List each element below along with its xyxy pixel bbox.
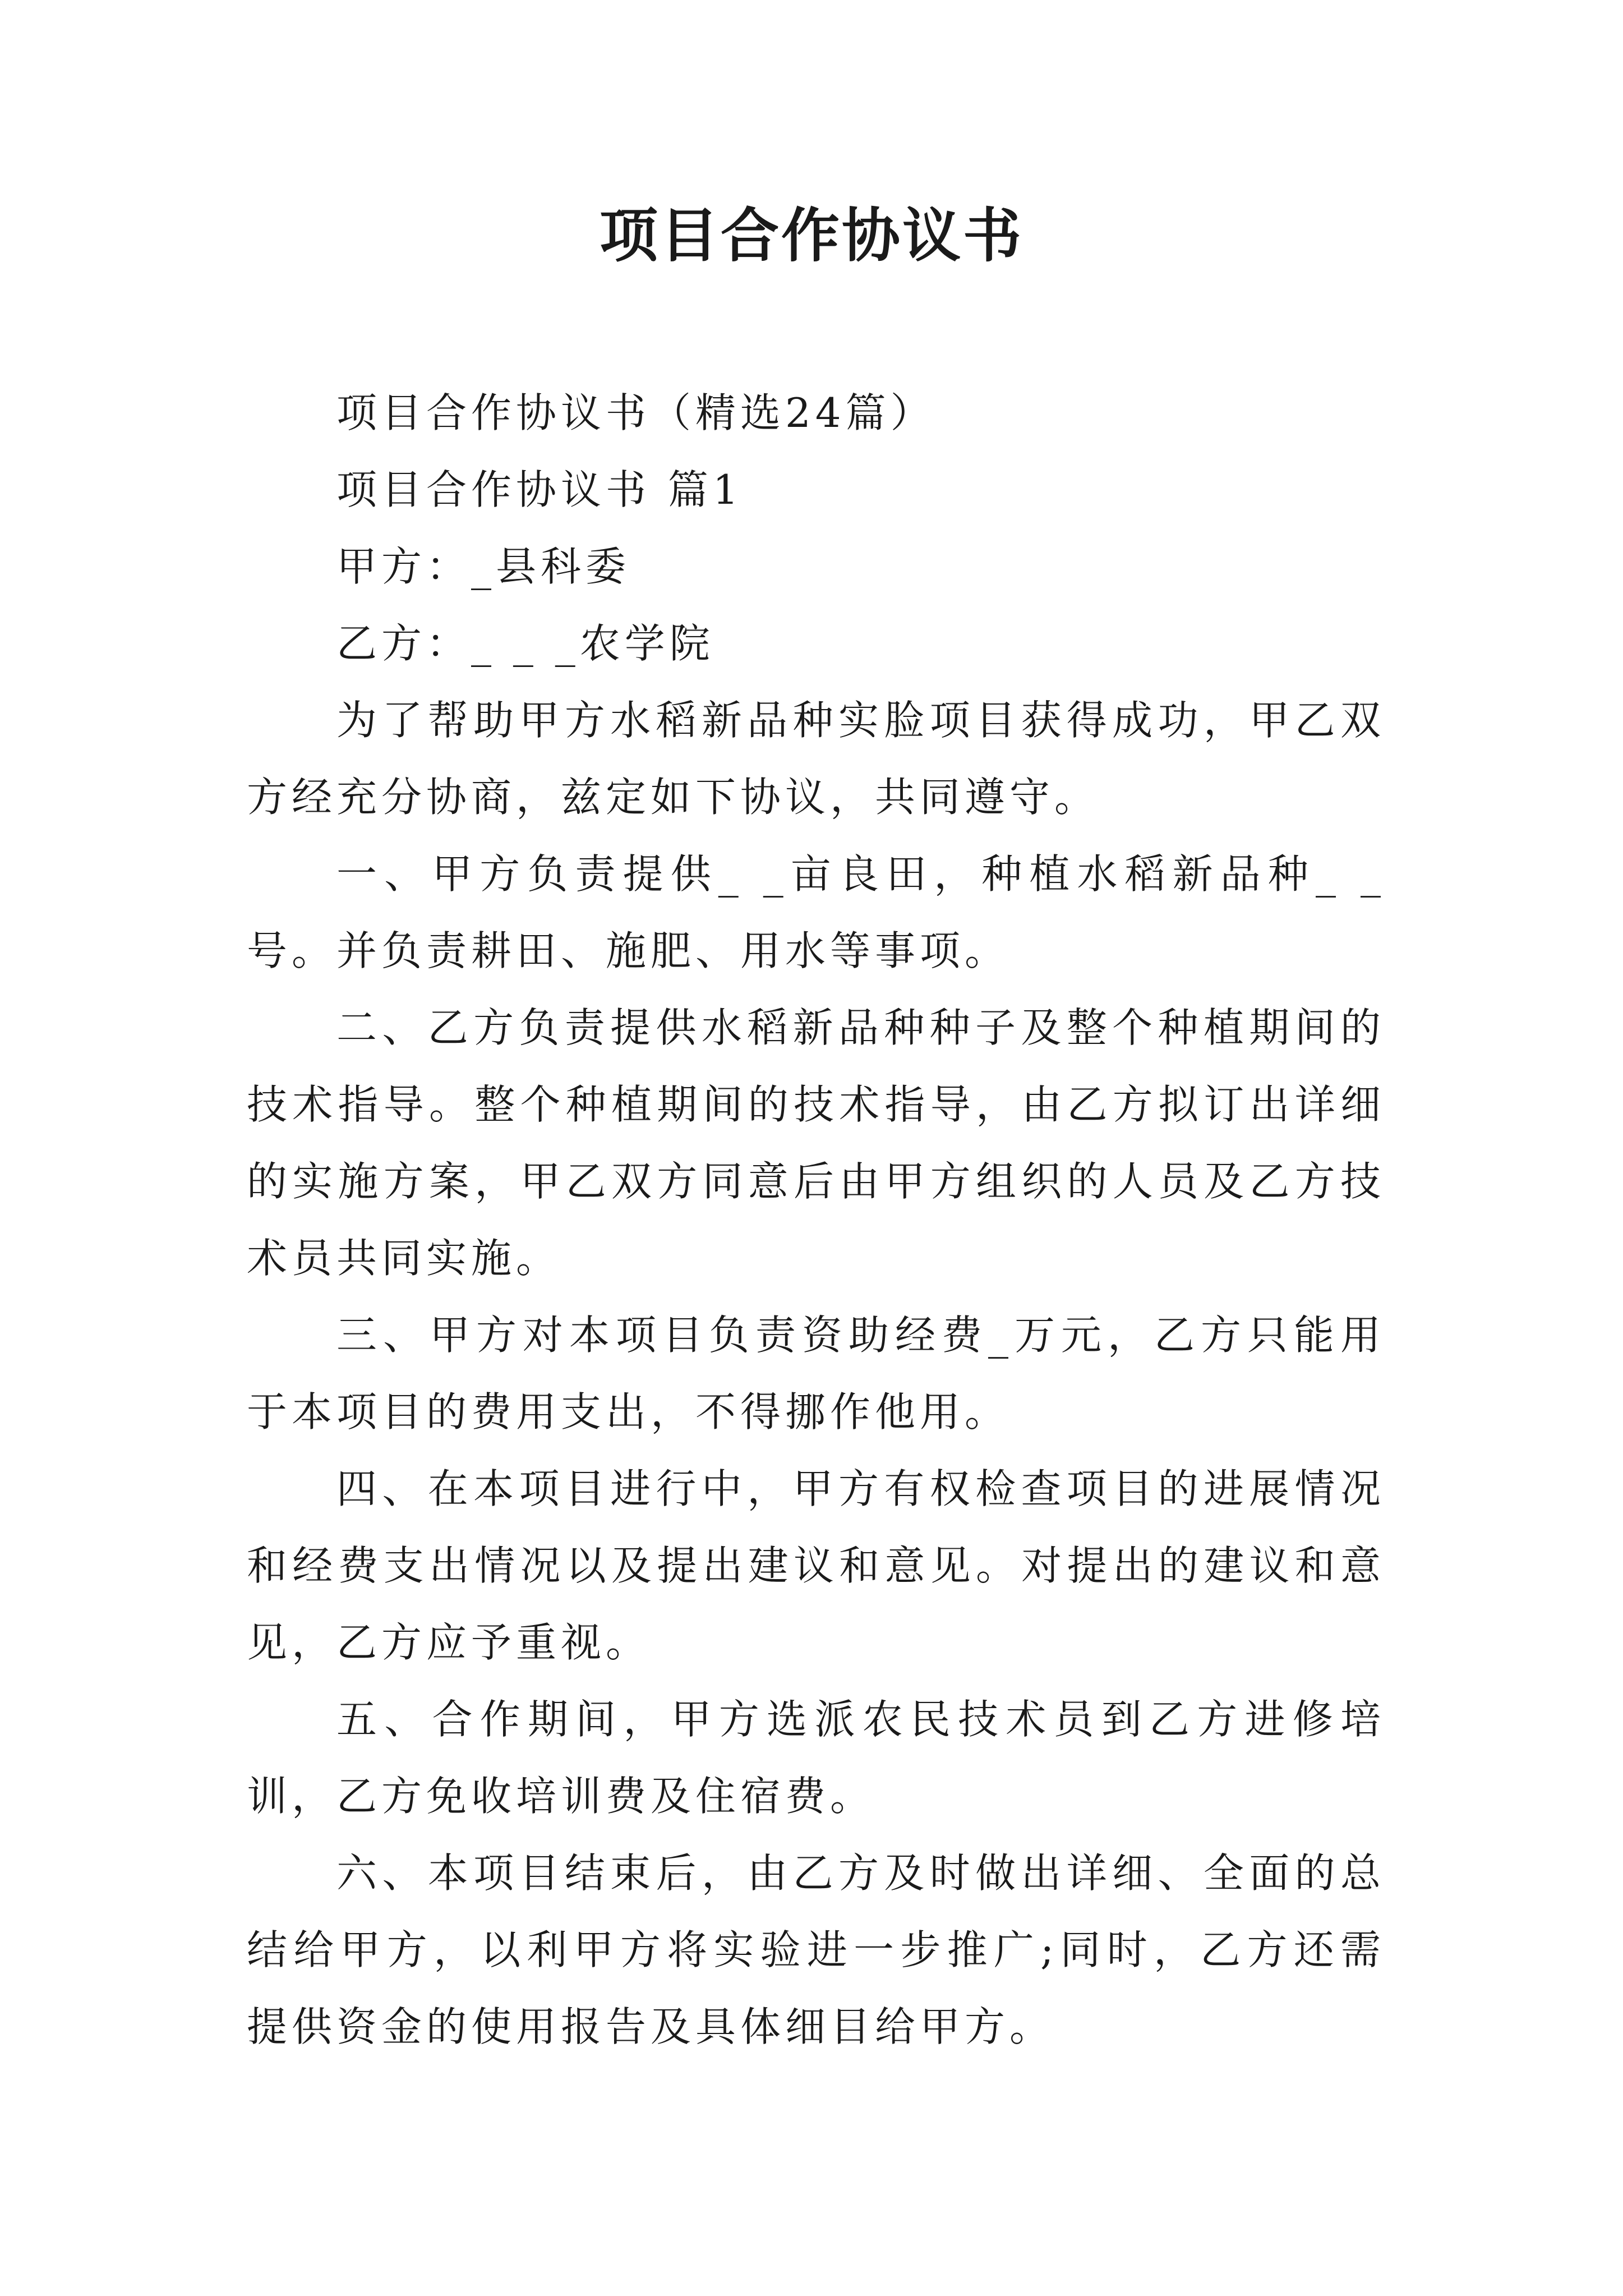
paragraph-clause-5: 五、合作期间，甲方选派农民技术员到乙方进修培训，乙方免收培训费及住宿费。 — [247, 1696, 1385, 1820]
paragraph-clause-3: 三、甲方对本项目负责资助经费_万元，乙方只能用于本项目的费用支出，不得挪作他用。 — [247, 1312, 1385, 1435]
paragraph-clause-6: 六、本项目结束后，由乙方及时做出详细、全面的总结给甲方，以利甲方将实验进一步推广;同时，乙方还需提供资金的使用报告及具体细目给甲方。 — [247, 1849, 1385, 2050]
paragraph-section-heading: 项目合作协议书 篇1 — [336, 466, 743, 513]
paragraph-party-a: 甲方：_县科委 — [336, 543, 631, 590]
paragraph-party-b: 乙方：_ _ _农学院 — [336, 620, 714, 667]
paragraph-clause-1: 一、甲方负责提供_ _亩良田，种植水稻新品种_ _号。并负责耕田、施肥、用水等事项。 — [247, 850, 1385, 974]
paragraph-preamble: 为了帮助甲方水稻新品种实脸项目获得成功，甲乙双方经充分协商，兹定如下协议，共同遵守。 — [247, 697, 1385, 821]
paragraph-collection-title: 项目合作协议书（精选24篇） — [336, 389, 935, 436]
paragraph-clause-2: 二、乙方负责提供水稻新品种种子及整个种植期间的技术指导。整个种植期间的技术指导，由乙方拟订出详细的实施方案，甲乙双方同意后由甲方组织的人员及乙方技术员共同实施。 — [247, 1004, 1385, 1282]
document-title: 项目合作协议书 — [599, 201, 1023, 270]
document-body — [247, 375, 1385, 2065]
paragraph-clause-4: 四、在本项目进行中，甲方有权检查项目的进展情况和经费支出情况以及提出建议和意见。对提出的建议和意见，乙方应予重视。 — [247, 1465, 1385, 1666]
